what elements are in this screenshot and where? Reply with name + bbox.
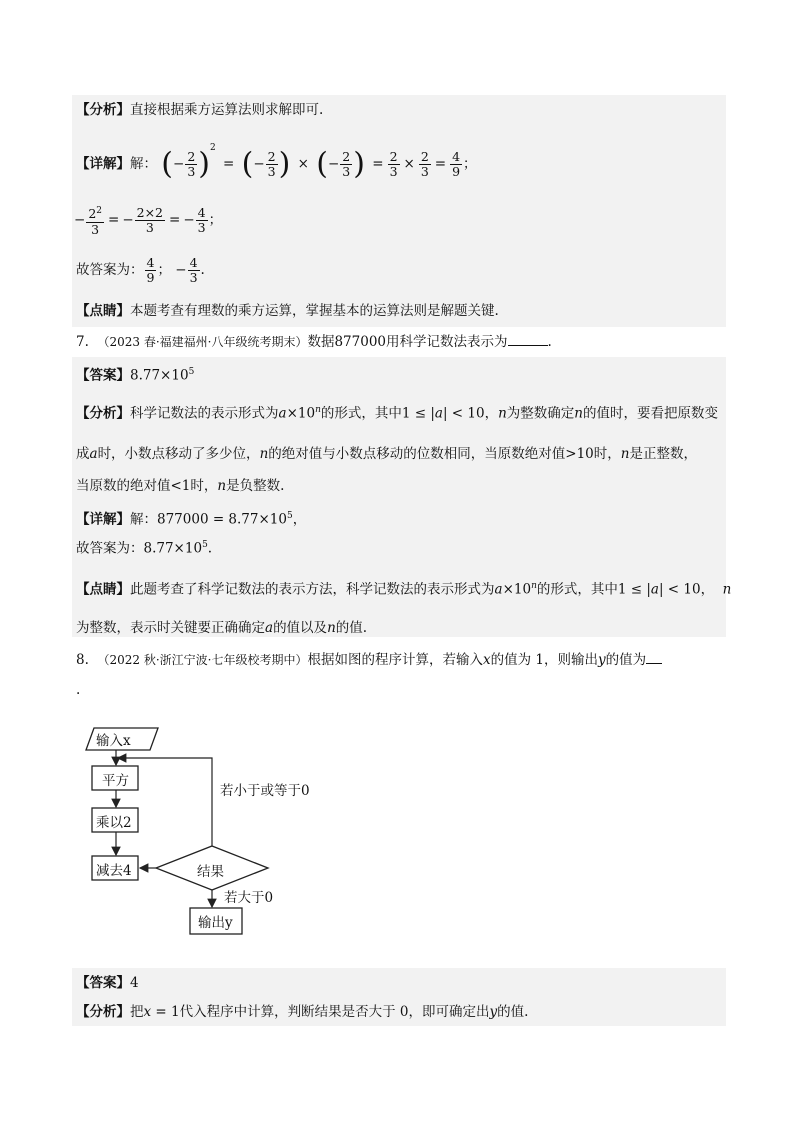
q7-detail: 【详解】解：$877000 = 8.77\times 10^5$， bbox=[76, 511, 307, 528]
flow-result-label: 结果 bbox=[197, 864, 224, 880]
flow-input-label: 输入x bbox=[96, 733, 131, 749]
q7-comment-1: 【点睛】此题考查了科学记数法的表示方法，科学记数法的表示形式为$a\times 10^n$的形式，其中1 ≤ |a| < 10， n bbox=[76, 581, 732, 598]
q7-comment-2: 为整数，表示时关键要正确确定a的值以及n的值. bbox=[76, 620, 368, 636]
q8-stem-end: . bbox=[76, 682, 81, 698]
q7-analysis-1: 【分析】科学记数法的表示形式为$a\times 10^n$的形式，其中1 ≤ |a| < 10，n为整数确定n的值时，要看把原数变 bbox=[76, 405, 718, 422]
q8-answer: 【答案】4 bbox=[76, 975, 139, 991]
q6-analysis: 【分析】直接根据乘方运算法则求解即可. bbox=[76, 102, 324, 118]
flow-loop-label: 若小于或等于0 bbox=[220, 783, 310, 799]
q8-analysis: 【分析】把x = 1代入程序中计算，判断结果是否大于 0，即可确定出y的值. bbox=[76, 1004, 529, 1020]
flow-exit-label: 若大于0 bbox=[224, 890, 274, 906]
flow-minus4-label: 减去4 bbox=[96, 863, 132, 879]
q7-analysis-2: 成a时，小数点移动了多少位，n的绝对值与小数点移动的位数相同，当原数绝对值>10时，n是正整数， bbox=[76, 446, 697, 462]
q6-answer: 故答案为： $\frac{4}{9}$ ； − $\frac{4}{3}$ . bbox=[76, 255, 205, 285]
q6-detail-2: − $\frac{2^2}{3}$ = − $\frac{2\times 2}{3}$ = − $\frac{4}{3}$ ； bbox=[74, 205, 223, 237]
q7-stem: 7. （2023 春·福建福州·八年级统考期末）数据877000用科学记数法表示为 . bbox=[76, 331, 552, 352]
q6-comment: 【点睛】本题考查有理数的乘方运算，掌握基本的运算法则是解题关键. bbox=[76, 303, 499, 319]
answer-blank bbox=[646, 651, 662, 664]
q7-answer: 【答案】$8.77\times 10^5$ bbox=[76, 367, 195, 384]
flow-square-label: 平方 bbox=[102, 773, 129, 789]
q8-stem: 8. （2022 秋·浙江宁波·七年级校考期中）根据如图的程序计算，若输入x的值为 1，则输出y的值为 bbox=[76, 650, 662, 670]
q7-final: 故答案为：$8.77\times 10^5$. bbox=[76, 540, 213, 557]
flow-times2-label: 乘以2 bbox=[96, 815, 132, 831]
q6-detail: 【详解】解： (− $\frac{2}{3}$ )$^2$ = (− $\frac{2}{3}$ ) × (− $\frac{2}{3}$ ) = $\frac{2}{3}$ × $\frac{2}{3}$ = $\frac{4}{9}$ ； bbox=[76, 143, 477, 182]
q7-analysis-3: 当原数的绝对值<1时，n是负整数. bbox=[76, 478, 285, 494]
answer-blank bbox=[508, 331, 548, 346]
flow-output-label: 输出y bbox=[198, 915, 233, 931]
